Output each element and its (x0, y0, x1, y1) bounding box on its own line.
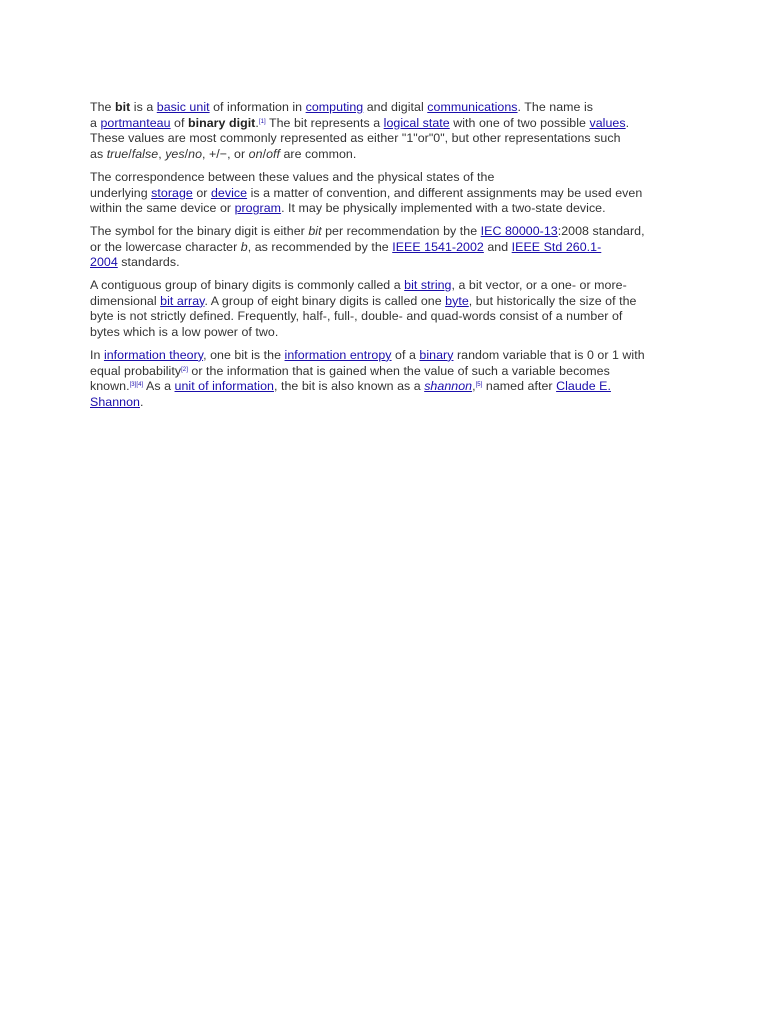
text: or the lowercase character (90, 239, 241, 254)
text: , the bit is also known as a (273, 379, 425, 394)
italic-text: no (188, 147, 203, 162)
text-line (90, 294, 680, 310)
text-line (90, 100, 680, 116)
text-line (90, 201, 680, 217)
text-line (90, 147, 680, 163)
link-program[interactable]: program (234, 201, 282, 216)
paragraph-convention (90, 170, 680, 217)
italic-link-text: shannon (424, 379, 473, 394)
italic-text: true (106, 147, 129, 162)
text: is a matter of convention, and different assignments may be used even (247, 185, 643, 200)
text: is a (130, 100, 157, 114)
text: random variable that is 0 or 1 with (453, 347, 645, 362)
text: of information in (209, 100, 306, 114)
italic-text: off (266, 147, 280, 162)
term-binary-digit: binary digit (187, 115, 256, 130)
citation-5[interactable]: [5] (475, 382, 483, 389)
text: , +/−, or (202, 147, 249, 162)
text: As a (143, 379, 175, 394)
text: In (90, 347, 104, 362)
link-claude-shannon-cont[interactable]: Shannon (90, 394, 140, 409)
text: / (184, 147, 189, 162)
text: , (158, 147, 166, 162)
text: . It may be physically implemented with a two-state device. (281, 201, 606, 216)
link-storage[interactable]: storage (151, 185, 193, 200)
text: The bit represents a (265, 115, 384, 130)
text: of (170, 115, 188, 130)
text: , as recommended by the (247, 239, 393, 254)
link-iec-80000-13[interactable]: IEC 80000-13 (480, 223, 558, 238)
link-bit-array[interactable]: bit array (160, 293, 205, 308)
text: and digital (363, 100, 428, 114)
text: / (128, 147, 132, 162)
link-information-entropy[interactable]: information entropy (284, 347, 392, 362)
link-basic-unit[interactable]: basic unit (156, 100, 210, 114)
text: within the same device or (90, 201, 235, 216)
italic-text: bit (308, 223, 322, 238)
text-line (90, 224, 680, 240)
text: The (90, 100, 115, 114)
link-computing[interactable]: computing (305, 100, 364, 114)
text-line: These values are most commonly represented as either "1"or"0", but other representations such (90, 131, 621, 146)
text: A contiguous group of binary digits is commonly called a (90, 278, 405, 293)
text: , one bit is the (203, 347, 285, 362)
text-line (90, 379, 680, 395)
text: per recommendation by the (321, 223, 481, 238)
text: are common. (280, 147, 357, 162)
text-line (90, 116, 680, 132)
text: underlying (90, 185, 152, 200)
text: . A group of eight binary digits is called one (204, 293, 446, 308)
italic-text: false (131, 147, 159, 162)
link-claude-shannon[interactable]: Claude E. (556, 379, 611, 394)
text: , a bit vector, or a one- or more- (451, 278, 627, 293)
text: a (90, 115, 101, 130)
text: The symbol for the binary digit is either (90, 223, 309, 238)
link-unit-of-information[interactable]: unit of information (174, 379, 274, 394)
text-line: The correspondence between these values and the physical states of the (90, 169, 495, 184)
text: . The name is (517, 100, 594, 114)
text: of a (391, 347, 420, 362)
paragraph-information-theory (90, 348, 680, 411)
link-logical-state[interactable]: logical state (383, 115, 450, 130)
link-values[interactable]: values (589, 115, 626, 130)
text: / (262, 147, 267, 162)
text: or (192, 185, 211, 200)
link-bit-string[interactable]: bit string (404, 278, 452, 293)
link-communications[interactable]: communications (427, 100, 518, 114)
text-line (90, 186, 680, 202)
text: :2008 standard, (557, 223, 645, 238)
text: . (255, 115, 259, 130)
citation-1[interactable]: [1] (258, 118, 266, 125)
text: equal probability (90, 363, 182, 378)
link-device[interactable]: device (210, 185, 248, 200)
text: , (472, 379, 476, 394)
italic-text: b (240, 239, 248, 254)
paragraph-definition (90, 100, 680, 163)
text: and (483, 239, 512, 254)
text: . (139, 394, 144, 409)
link-shannon[interactable] (424, 379, 472, 393)
text-line (90, 364, 680, 380)
citation-3-4[interactable]: [3][4] (129, 382, 144, 389)
text: standards. (117, 255, 180, 270)
text: as (90, 147, 107, 162)
italic-text: yes (165, 147, 185, 162)
text: named after (482, 379, 557, 394)
text-line (90, 278, 680, 294)
link-ieee-std-260-1[interactable]: IEEE Std 260.1- (511, 239, 602, 254)
text-line (90, 395, 680, 411)
text-line (90, 348, 680, 364)
paragraph-symbol (90, 224, 680, 271)
link-ieee-std-260-1-cont[interactable]: 2004 (90, 255, 118, 270)
text-line (90, 240, 680, 256)
term-bit: bit (115, 100, 131, 114)
citation-2[interactable]: [2] (181, 366, 188, 373)
text: . (625, 115, 630, 130)
text: known. (90, 379, 130, 394)
link-ieee-1541-2002[interactable]: IEEE 1541-2002 (392, 239, 484, 254)
link-byte[interactable]: byte (445, 293, 469, 308)
italic-text: on (248, 147, 263, 162)
article-body (90, 100, 680, 418)
text: , but historically the size of the (468, 293, 637, 308)
paragraph-bit-string (90, 278, 680, 341)
text-line: bytes which is a low power of two. (90, 325, 279, 340)
link-binary[interactable]: binary (419, 347, 454, 362)
text-line (90, 255, 680, 271)
text: dimensional (90, 293, 161, 308)
text: with one of two possible (449, 115, 590, 130)
link-information-theory[interactable]: information theory (103, 347, 204, 362)
text: or the information that is gained when the value of such a variable becomes (187, 363, 610, 378)
text-line: byte is not strictly defined. Frequently, half-, full-, double- and quad-words consist of a number of (90, 309, 623, 324)
link-portmanteau[interactable]: portmanteau (100, 115, 171, 130)
